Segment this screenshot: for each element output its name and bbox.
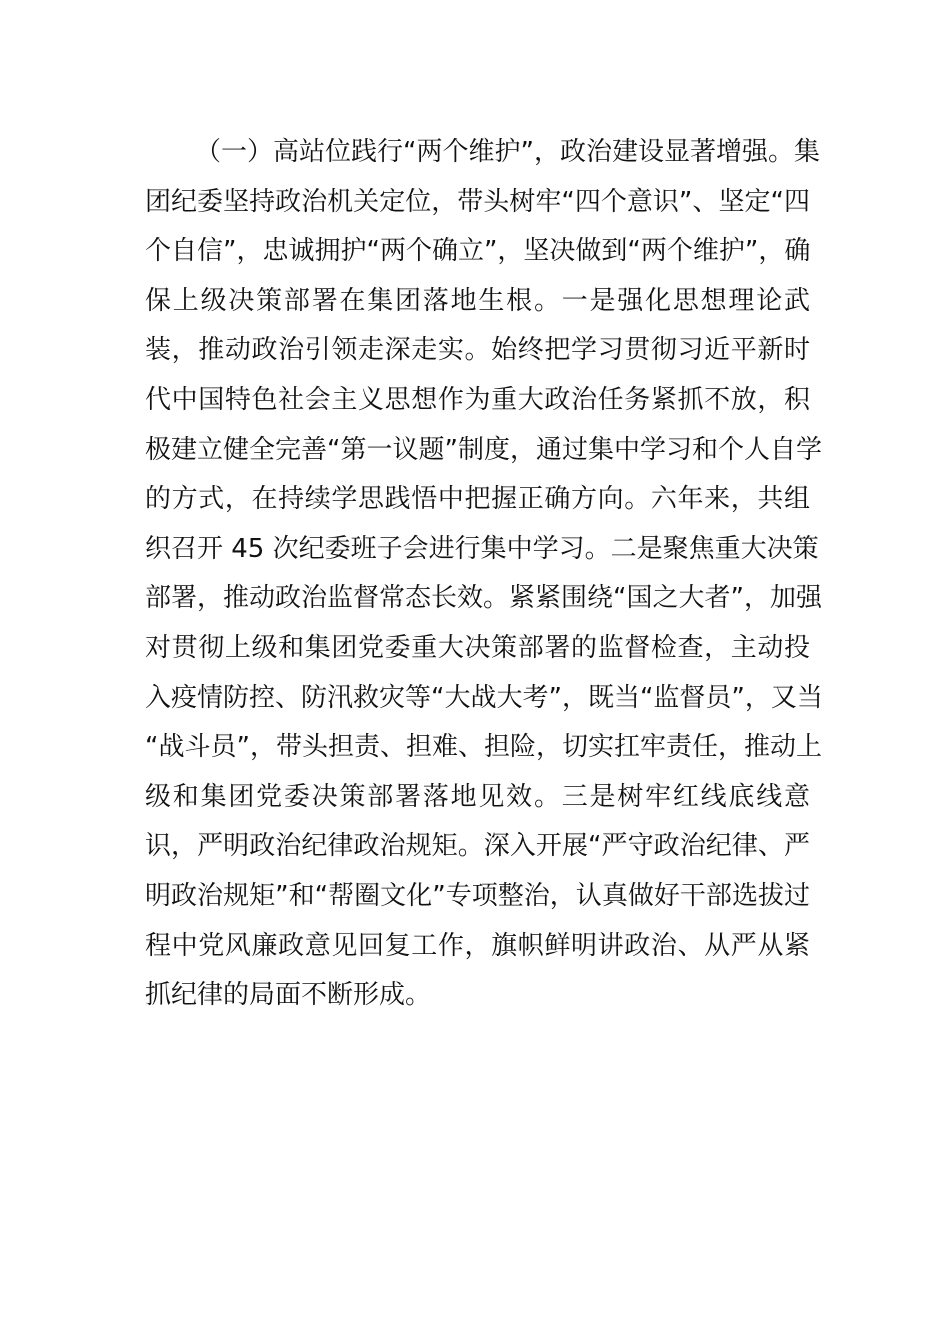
paragraph-line: 入疫情防控、防汛救灾等“大战大考”，既当“监督员”，又当 xyxy=(145,682,823,713)
paragraph-line: 对贯彻上级和集团党委重大决策部署的监督检查，主动投 xyxy=(145,632,810,663)
paragraph-line: “战斗员”，带头担责、担难、担险，切实扛牢责任，推动上 xyxy=(145,732,822,763)
paragraph-line: （一）高站位践行“两个维护”，政治建设显著增强。集 xyxy=(195,137,820,167)
paragraph-line: 抓纪律的局面不断形成。 xyxy=(145,980,432,1011)
paragraph-line: 代中国特色社会主义思想作为重大政治任务紧抓不放，积 xyxy=(145,384,810,415)
paragraph-line: 程中党风廉政意见回复工作，旗帜鲜明讲政治、从严从紧 xyxy=(145,930,810,961)
paragraph-line: 团纪委坚持政治机关定位，带头树牢“四个意识”、坚定“四 xyxy=(145,186,810,217)
paragraph-line: 个自信”，忠诚拥护“两个确立”，坚决做到“两个维护”，确 xyxy=(145,236,811,267)
paragraph-line: 保上级决策部署在集团落地生根。一是强化思想理论武 xyxy=(145,285,810,316)
paragraph-line: 装，推动政治引领走深走实。始终把学习贯彻习近平新时 xyxy=(145,335,810,366)
paragraph-line: 级和集团党委决策部署落地见效。三是树牢红线底线意 xyxy=(145,781,810,812)
paragraph-line: 明政治规矩”和“帮圈文化”专项整治，认真做好干部选拔过 xyxy=(145,880,810,911)
paragraph-line: 的方式，在持续学思践悟中把握正确方向。六年来，共组 xyxy=(145,484,810,515)
paragraph-line: 织召开 45 次纪委班子会进行集中学习。二是聚焦重大决策 xyxy=(145,533,819,564)
paragraph-line: 识，严明政治纪律政治规矩。深入开展“严守政治纪律、严 xyxy=(145,831,810,862)
paragraph-line: 部署，推动政治监督常态长效。紧紧围绕“国之大者”，加强 xyxy=(145,583,822,614)
paragraph-line: 极建立健全完善“第一议题”制度，通过集中学习和个人自学 xyxy=(145,434,822,465)
body-paragraph xyxy=(145,128,823,1021)
